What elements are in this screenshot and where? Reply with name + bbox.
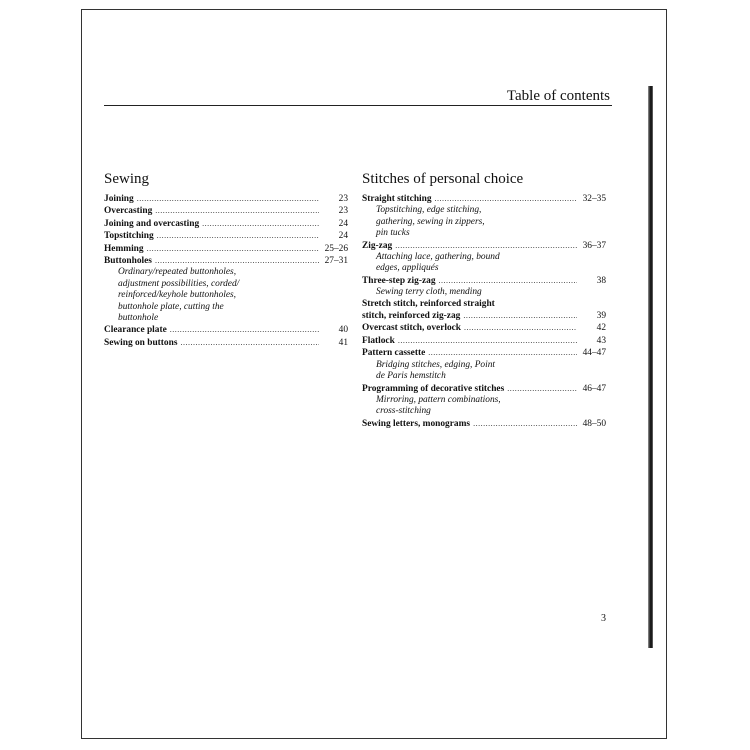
dot-leader: [398, 335, 577, 346]
toc-entry-page: 48–50: [582, 418, 606, 429]
toc-entry-title: Sewing letters, monograms: [362, 418, 471, 429]
toc-entry-title: Clearance plate: [104, 325, 167, 336]
toc-entry-line: [104, 337, 348, 349]
toc-entry-list: [104, 193, 348, 349]
toc-entry-line: [362, 335, 606, 347]
toc-entry-page: 36–37: [582, 240, 606, 251]
toc-entry-description: Attaching lace, gathering, bound: [376, 252, 500, 263]
toc-entry-page: 41: [338, 337, 348, 348]
dot-leader: [170, 324, 319, 335]
toc-entry: [362, 299, 606, 323]
toc-entry: [362, 193, 606, 240]
dot-leader: [147, 243, 319, 254]
page-number: 3: [601, 613, 606, 624]
toc-entry-title: Stretch stitch, reinforced straight: [362, 298, 495, 309]
toc-entry-title: Hemming: [104, 243, 144, 254]
toc-entry-description: Mirroring, pattern combinations,: [376, 394, 501, 405]
toc-entry-description: pin tucks: [376, 228, 410, 239]
toc-entry-page: 38: [596, 275, 606, 286]
toc-entry-page: 44–47: [582, 348, 606, 359]
toc-entry-description: gathering, sewing in zippers,: [376, 216, 485, 227]
toc-entry: [362, 322, 606, 334]
toc-entry-description: edges, appliqués: [376, 263, 439, 274]
toc-entry-page: 32–35: [582, 194, 606, 204]
toc-entry: [104, 243, 348, 255]
toc-entry-line: [104, 193, 348, 205]
dot-leader: [435, 193, 577, 204]
toc-entry-page: 43: [596, 335, 606, 346]
toc-entry-page: 39: [596, 311, 606, 322]
dot-leader: [202, 218, 319, 229]
toc-entry-description: buttonhole plate, cutting the: [118, 301, 224, 312]
dot-leader: [507, 383, 577, 394]
section-heading: Sewing: [104, 171, 149, 187]
toc-entry-line: [362, 310, 606, 322]
toc-entry-page: 23: [338, 194, 348, 204]
toc-entry: [104, 324, 348, 336]
toc-entry-description: Sewing terry cloth, mending: [376, 287, 482, 298]
toc-entry-line: [362, 347, 606, 359]
toc-entry-page: 24: [338, 218, 348, 229]
toc-entry-description: Topstitching, edge stitching,: [376, 205, 482, 216]
toc-entry: [104, 255, 348, 324]
toc-entry: [104, 230, 348, 242]
toc-entry-page: 27–31: [324, 256, 348, 267]
toc-entry: [362, 347, 606, 382]
toc-entry-line: [104, 324, 348, 336]
dot-leader: [428, 347, 577, 358]
toc-entry-description: Ordinary/repeated buttonholes,: [118, 267, 237, 278]
toc-entry-title: Flatlock: [362, 335, 395, 346]
toc-entry-line: [104, 243, 348, 255]
dot-leader: [473, 418, 577, 429]
dot-leader: [155, 255, 319, 266]
toc-entry-line: [104, 205, 348, 217]
toc-entry-line: [362, 240, 606, 252]
toc-entry-page: 42: [596, 323, 606, 334]
toc-entry-description: adjustment possibilities, corded/: [118, 278, 240, 289]
toc-entry-title: Joining and overcasting: [104, 218, 200, 229]
toc-entry-line: [362, 193, 606, 205]
toc-column-stitches: [362, 170, 606, 430]
page-binding-edge: [648, 86, 653, 648]
toc-entry-description: buttonhole: [118, 313, 159, 324]
toc-entry-page: 23: [338, 206, 348, 217]
toc-entry-description: reinforced/keyhole buttonholes,: [118, 290, 237, 301]
dot-leader: [157, 230, 319, 241]
toc-entry-line: [362, 418, 606, 430]
toc-entry-title: Straight stitching: [362, 194, 432, 204]
toc-entry-line: [104, 218, 348, 230]
toc-entry-line: [362, 322, 606, 334]
toc-entry: [362, 275, 606, 299]
toc-entry-line: [104, 255, 348, 267]
toc-entry-page: 46–47: [582, 383, 606, 394]
toc-entry: [362, 418, 606, 430]
toc-entry-title: Pattern cassette: [362, 348, 426, 359]
toc-entry-description: cross-stitching: [376, 406, 431, 417]
toc-entry: [104, 205, 348, 217]
dot-leader: [137, 193, 319, 204]
toc-entry-title: Overcasting: [104, 206, 153, 217]
toc-entry-page: 24: [338, 231, 348, 242]
toc-entry: [104, 193, 348, 205]
toc-entry-line: [104, 230, 348, 242]
toc-entry: [362, 383, 606, 418]
toc-entry: [104, 218, 348, 230]
toc-entry-description: de Paris hemstitch: [376, 371, 446, 382]
toc-entry-description: Bridging stitches, edging, Point: [376, 359, 496, 370]
toc-entry: [104, 337, 348, 349]
toc-entry-page: 40: [338, 325, 348, 336]
toc-entry-title: Topstitching: [104, 231, 154, 242]
dot-leader: [155, 205, 319, 216]
toc-entry-title: stitch, reinforced zig-zag: [362, 311, 461, 322]
toc-entry-list: [362, 193, 606, 430]
running-head: Table of contents: [506, 88, 610, 104]
toc-entry: [362, 240, 606, 275]
dot-leader: [180, 337, 319, 348]
toc-entry-page: 25–26: [324, 243, 348, 254]
toc-entry-title: Zig-zag: [362, 240, 393, 251]
toc-entry-line: [362, 383, 606, 395]
toc-entry-title: Joining: [104, 194, 134, 204]
dot-leader: [463, 310, 577, 321]
dot-leader: [395, 240, 577, 251]
header-rule: [104, 105, 612, 106]
toc-entry-title: Programming of decorative stitches: [362, 383, 505, 394]
toc-column-sewing: [104, 170, 348, 349]
section-heading: Stitches of personal choice: [362, 171, 524, 187]
toc-entry-title: Three-step zig-zag: [362, 275, 436, 286]
toc-entry-title: Overcast stitch, overlock: [362, 323, 462, 334]
toc-entry-title: Buttonholes: [104, 256, 152, 267]
dot-leader: [439, 275, 577, 286]
toc-entry: [362, 335, 606, 347]
toc-entry-title: Sewing on buttons: [104, 337, 178, 348]
toc-entry-line: [362, 275, 606, 287]
dot-leader: [464, 322, 577, 333]
